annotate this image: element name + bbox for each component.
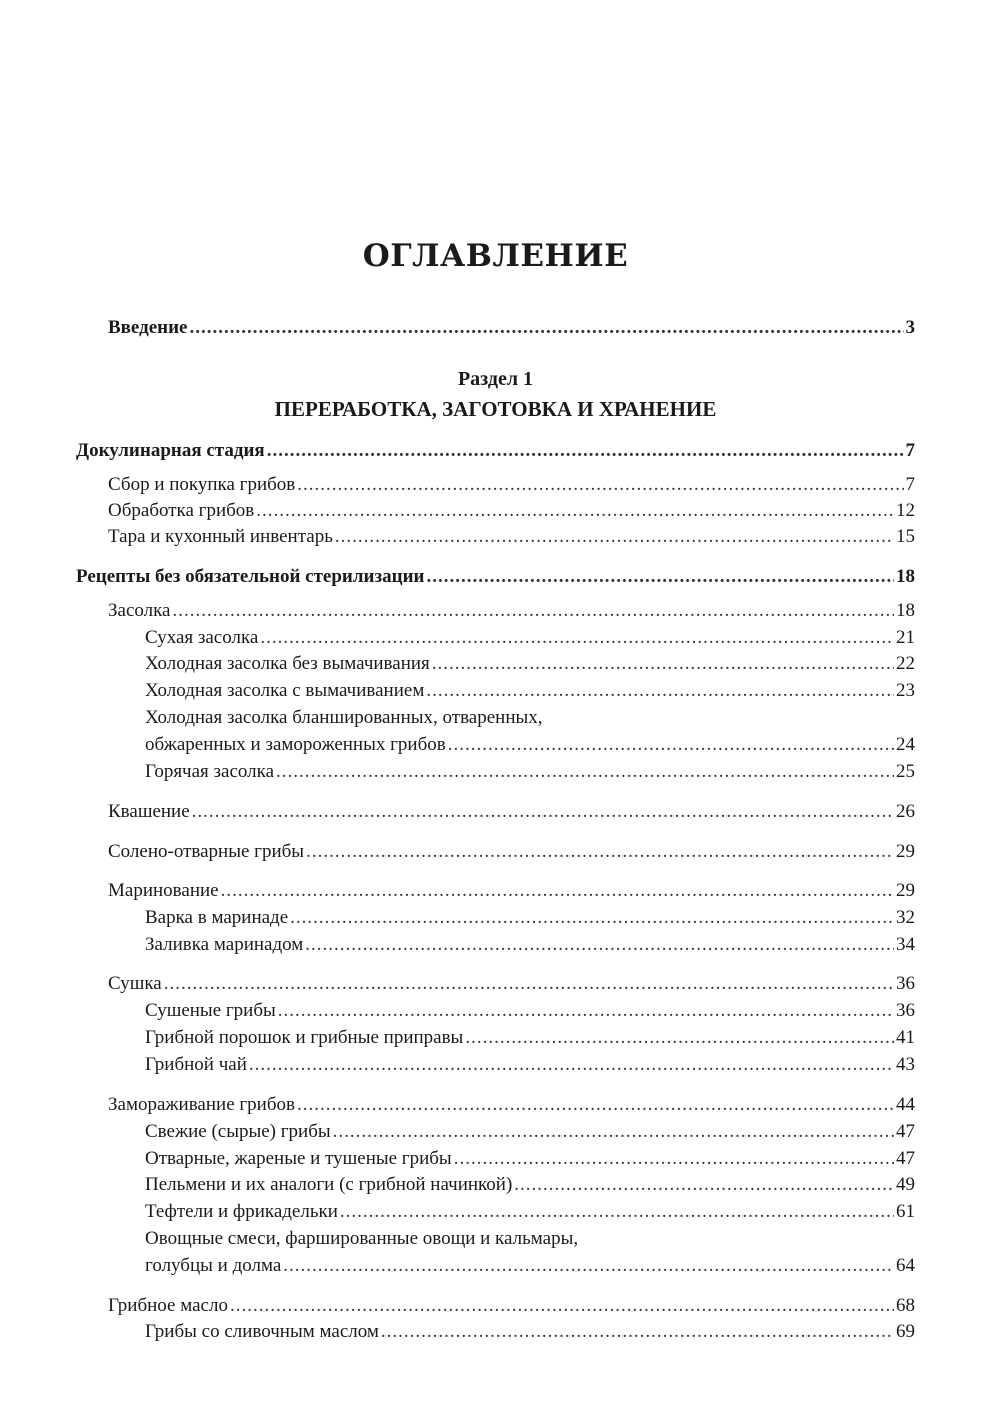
toc-entry-title: Обработка грибов [108,500,255,521]
toc-entry-title: Докулинарная стадия [76,440,265,461]
toc-entry [108,878,915,904]
toc-entry-title: Сушеные грибы [145,1000,276,1021]
dot-leader [164,971,894,997]
section-name: ПЕРЕРАБОТКА, ЗАГОТОВКА И ХРАНЕНИЕ [274,397,717,421]
toc-entry-page: 25 [896,761,915,782]
dot-leader [267,438,904,464]
dot-leader [256,498,894,524]
dot-leader [426,564,894,590]
toc-entry-page: 49 [896,1174,915,1195]
toc-entry [76,564,915,590]
dot-leader [192,799,894,825]
toc-entry-title: Холодная засолка без вымачивания [145,653,430,674]
toc-entry-title: Сушка [108,973,162,994]
toc-entry-title: Варка в маринаде [145,907,289,928]
toc-entry-page: 15 [896,526,915,547]
dot-leader [335,524,894,550]
toc-entry-title: Маринование [108,880,219,901]
toc-entry-page: 69 [896,1321,915,1342]
dot-leader [340,1199,894,1225]
toc-entry [145,905,915,931]
toc-entry-title: Овощные смеси, фаршированные овощи и кальмары, [145,1228,579,1249]
toc-entry-page: 3 [905,317,915,338]
toc-entry-page: 43 [896,1054,915,1075]
toc-entry-title: Горячая засолка [145,761,275,782]
toc-entry-title: обжаренных и замороженных грибов [145,734,446,755]
toc-entry-title: Грибной порошок и грибные приправы [145,1027,464,1048]
toc-entry [108,598,915,624]
page-title: ОГЛАВЛЕНИЕ [362,238,629,274]
toc-entry-title: Тефтели и фрикадельки [145,1201,338,1222]
toc-entry-page: 18 [896,600,915,621]
toc-entry [108,1092,915,1118]
dot-leader [230,1293,894,1319]
dot-leader [454,1146,894,1172]
toc-entry-title: Отварные, жареные и тушеные грибы [145,1148,452,1169]
toc-entry-title: Холодная засолка бланшированных, отваренных, [145,707,543,728]
toc-entry-page: 29 [896,841,915,862]
toc-entry [76,438,915,464]
toc-entry [145,1052,915,1078]
dot-leader [297,1092,894,1118]
toc-entry-title: Замораживание грибов [108,1094,295,1115]
dot-leader [249,1052,894,1078]
toc-entry-page: 36 [896,973,915,994]
toc-entry-title: Грибной чай [145,1054,247,1075]
toc-entry [145,1172,915,1198]
toc-entry-title: Рецепты без обязательной стерилизации [76,566,425,587]
toc-entry [145,678,915,704]
dot-leader [173,598,895,624]
toc-entry [145,732,915,758]
toc-entry [145,1025,915,1051]
toc-entry [145,998,915,1024]
toc-entry-page: 24 [896,734,915,755]
toc-entry [145,1319,915,1345]
toc-entry-title: Холодная засолка с вымачиванием [145,680,425,701]
dot-leader [465,1025,894,1051]
toc-entry-page: 64 [896,1255,915,1276]
dot-leader [276,759,894,785]
dot-leader [432,651,894,677]
toc-entry [108,498,915,524]
toc-entry-page: 44 [896,1094,915,1115]
toc-entry-page: 41 [896,1027,915,1048]
toc-entry-page: 47 [896,1148,915,1169]
toc-entry-page: 29 [896,880,915,901]
toc-entry [145,932,915,958]
toc-entry-page: 32 [896,907,915,928]
dot-leader [448,732,894,758]
toc-entry-page: 7 [905,440,915,461]
dot-leader [514,1172,894,1198]
toc-entry-title: голубцы и долма [145,1255,282,1276]
toc-entry-title: Свежие (сырые) грибы [145,1121,331,1142]
section-number: Раздел 1 [457,368,534,390]
toc-entry-title: Введение [108,317,188,338]
toc-entry-page: 36 [896,1000,915,1021]
toc-entry-page: 26 [896,801,915,822]
dot-leader [221,878,894,904]
toc-entry [108,799,915,825]
toc-entry-page: 34 [896,934,915,955]
toc-entry-title: Тара и кухонный инвентарь [108,526,333,547]
toc-entry-title: Грибное масло [108,1295,228,1316]
toc-entry-page: 68 [896,1295,915,1316]
toc-entry-page: 7 [905,474,915,495]
toc-entry-title: Засолка [108,600,171,621]
toc-entry [145,1146,915,1172]
toc-entry-page: 47 [896,1121,915,1142]
toc-entry [108,971,915,997]
toc-entry-title: Солено-отварные грибы [108,841,305,862]
toc-entry [108,472,915,498]
dot-leader [278,998,894,1024]
dot-leader [381,1319,894,1345]
toc-entry-title: Сухая засолка [145,627,259,648]
dot-leader [260,625,894,651]
toc-entry-intro [108,315,915,341]
toc-entry-page: 61 [896,1201,915,1222]
toc-entry-page: 18 [896,566,915,587]
toc-entry [145,759,915,785]
toc-entry [108,524,915,550]
dot-leader [306,839,894,865]
dot-leader [283,1253,894,1279]
toc-entry-title: Квашение [108,801,190,822]
toc-entry-page: 23 [896,680,915,701]
dot-leader [190,315,904,341]
toc-entry-title: Сбор и покупка грибов [108,474,296,495]
toc-entry [145,1199,915,1225]
dot-leader [333,1119,894,1145]
toc-entry [108,839,915,865]
toc-entry [145,1119,915,1145]
toc-entry-page: 12 [896,500,915,521]
toc-entry-page: 22 [896,653,915,674]
toc-entry-title: Пельмени и их аналоги (с грибной начинкой) [145,1174,513,1195]
toc-entry-title: Заливка маринадом [145,934,304,955]
dot-leader [297,472,903,498]
toc-entry [145,625,915,651]
dot-leader [305,932,894,958]
toc-entry-title: Грибы со сливочным маслом [145,1321,379,1342]
toc-entry [145,651,915,677]
toc-entry-page: 21 [896,627,915,648]
dot-leader [426,678,894,704]
toc-entry [145,1253,915,1279]
toc-entry [108,1293,915,1319]
dot-leader [290,905,894,931]
